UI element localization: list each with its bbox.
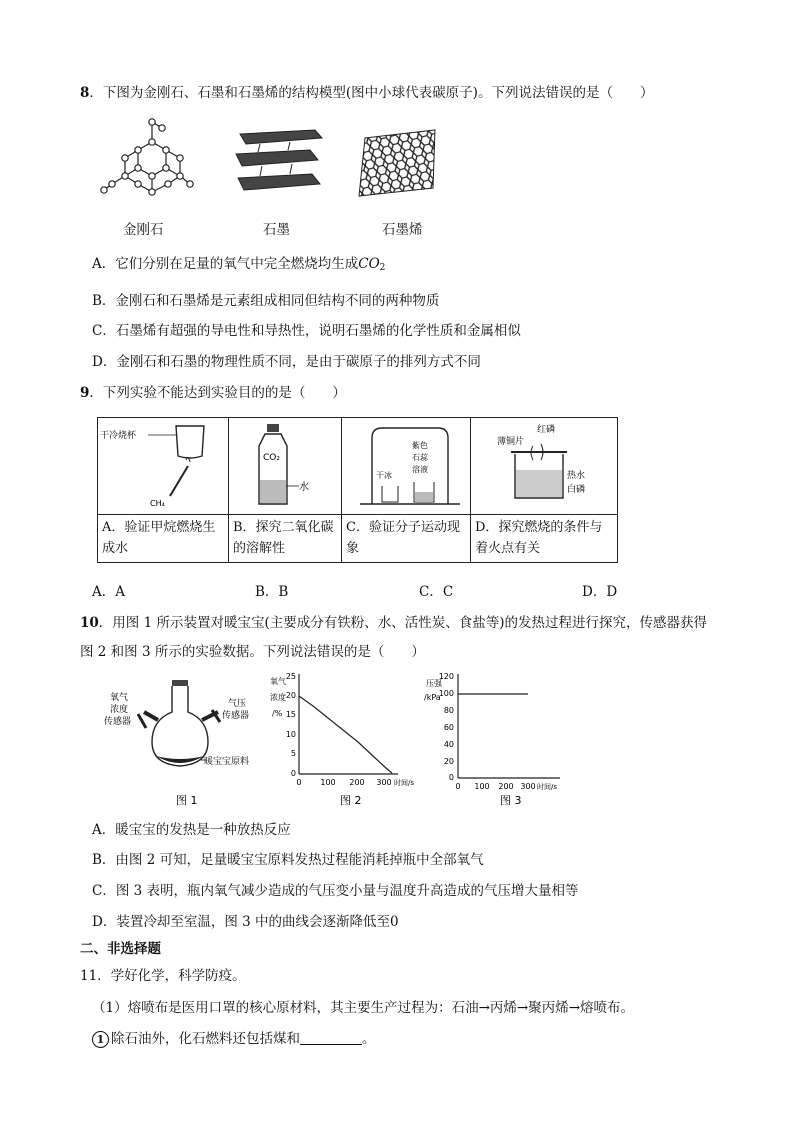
fig2-ytick: 25: [285, 672, 296, 681]
q9-b-label-water: 水: [299, 482, 309, 493]
fig2-xtick: 100: [320, 778, 336, 787]
fig2-ytick: 15: [285, 710, 296, 719]
q9-stem: 9．下列实验不能达到实验目的的是（ ）: [80, 385, 346, 401]
fig2-ytick: 20: [285, 691, 296, 700]
pressure-chart: [420, 672, 575, 812]
fig3-xtick: 0: [455, 782, 461, 791]
q9-cell-a-figure: [98, 418, 229, 515]
q8-option-a: [92, 255, 385, 277]
fig2-caption: 图 2: [340, 794, 362, 807]
graphene-structure-image: [355, 128, 440, 198]
q9-cell-c-text: C．验证分子运动现象: [346, 520, 460, 556]
q9-option-c: C．C: [419, 584, 454, 600]
q9-cell-b-text: B．探究二氧化碳的溶解性: [233, 520, 334, 556]
fig3-ytick: 100: [438, 689, 454, 698]
fig2-xtick: 200: [349, 778, 365, 787]
graphene-caption: 石墨烯: [382, 222, 423, 238]
q11-stem: 11．学好化学，科学防疫。: [80, 968, 246, 984]
q9-option-a: A．A: [92, 584, 125, 600]
q9-cell-d-text: D．探究燃烧的条件与着火点有关: [475, 520, 603, 556]
molecule-motion-figure: [342, 418, 470, 510]
q8-stem-text: ．下图为金刚石、石墨和石墨烯的结构模型(图中小球代表碳原子)。下列说法错误的是（ ）: [89, 85, 654, 101]
q9-cell-d: [471, 515, 618, 563]
fig3-xlabel: 时间/s: [537, 783, 558, 791]
q9-cell-c: [342, 515, 471, 563]
fig1-right-label-2: 传感器: [222, 711, 250, 721]
q9-cell-a: [98, 515, 229, 563]
fig1-left-label-3: 传感器: [104, 717, 132, 727]
fig1-left-label-1: 氧气: [110, 693, 129, 703]
q9-cell-c-figure: [342, 418, 471, 515]
fig1-left-label-2: 浓度: [110, 705, 129, 715]
q9-cell-a-text: A．验证甲烷燃烧生成水: [102, 520, 216, 556]
q9-d-label-red-p: 红磷: [537, 425, 556, 435]
graphite-structure-image: [230, 128, 325, 198]
q9-c-label-1: 紫色: [412, 441, 428, 450]
q9-c-label-3: 溶液: [412, 465, 428, 474]
q10-stem-line2: 图 2 和图 3 所示的实验数据。下列说法错误的是（ ）: [80, 644, 425, 660]
section-heading: 二、非选择题: [80, 941, 161, 957]
graphite-caption: 石墨: [263, 222, 290, 238]
co2-subscript: 2: [379, 263, 386, 273]
q8-option-c: C．石墨烯有超强的导电性和导热性，说明石墨烯的化学性质和金属相似: [92, 323, 521, 339]
diamond-caption: 金刚石: [123, 222, 164, 238]
q11-sub1-end: 。: [362, 1031, 376, 1047]
fig2-ytick: 10: [285, 730, 296, 739]
oxygen-curve: [299, 696, 392, 773]
q9-experiment-table: [97, 417, 618, 563]
fig2-ylabel-3: /%: [272, 709, 283, 718]
circled-number-1: 1: [92, 1031, 109, 1048]
q11-part1: （1）熔喷布是医用口罩的核心原材料，其主要生产过程为：石油→丙烯→聚丙烯→熔喷布。: [92, 1000, 635, 1016]
q9-d-label-copper: 薄铜片: [497, 437, 525, 447]
q8-option-b: B．金刚石和石墨烯是元素组成相同但结构不同的两种物质: [92, 293, 440, 309]
fig3-ytick: 60: [443, 723, 454, 732]
fig3-ytick: 20: [443, 757, 454, 766]
fig2-ytick: 5: [290, 749, 296, 758]
fig3-ylabel-1: 压强: [426, 679, 442, 688]
flask-apparatus-figure: [100, 672, 270, 812]
q9-option-b: B．B: [255, 584, 289, 600]
fig1-bottom-label: 暖宝宝原料: [204, 757, 250, 767]
fig1-right-label-1: 气压: [228, 699, 247, 709]
q9-cell-d-figure: [471, 418, 618, 515]
methane-combustion-figure: [98, 418, 228, 510]
fig3-ytick: 0: [448, 773, 454, 782]
answer-blank[interactable]: [300, 1031, 362, 1045]
q8-option-d: D．金刚石和石墨的物理性质不同，是由于碳原子的排列方式不同: [92, 354, 481, 370]
fig2-ylabel-1: 氧气: [270, 677, 286, 686]
q10-stem-line1: 10．用图 1 所示装置对暖宝宝(主要成分有铁粉、水、活性炭、食盐等)的发热过程进行探究，传感器获得: [80, 615, 708, 631]
q10-option-b: B．由图 2 可知，足量暖宝宝原料发热过程能消耗掉瓶中全部氧气: [92, 852, 484, 868]
combustion-condition-figure: [471, 418, 617, 510]
fig3-ytick: 80: [443, 706, 454, 715]
q9-cell-b: [229, 515, 342, 563]
q9-c-label-4: 干冰: [376, 471, 392, 480]
q8-stem: 8．下图为金刚石、石墨和石墨烯的结构模型(图中小球代表碳原子)。下列说法错误的是（ ）: [80, 85, 654, 101]
fig2-xtick: 300: [376, 778, 392, 787]
q10-stem-text1: ．用图 1 所示装置对暖宝宝(主要成分有铁粉、水、活性炭、食盐等)的发热过程进行探究，传感器获得: [98, 615, 708, 631]
q9-a-label-beaker: 干冷烧杯: [100, 431, 137, 441]
q9-a-label-ch4: CH₄: [150, 499, 165, 508]
fig2-xtick: 0: [296, 778, 302, 787]
q9-stem-text: ．下列实验不能达到实验目的的是（ ）: [89, 385, 346, 401]
fig3-xtick: 100: [474, 782, 490, 791]
co2-formula: CO: [358, 256, 380, 272]
q11-sub1: [92, 1030, 376, 1048]
fig2-ylabel-2: 浓度: [270, 693, 286, 702]
fig3-ylabel-2: /kPa: [424, 693, 441, 702]
fig2-ytick: 0: [290, 769, 296, 778]
q9-d-label-hot-water: 热水: [567, 471, 586, 481]
q8-option-a-text: A．它们分别在足量的氧气中完全燃烧均生成: [92, 256, 359, 272]
fig2-xlabel: 时间/s: [394, 779, 415, 787]
q9-option-d: D．D: [582, 584, 618, 600]
fig1-caption: 图 1: [176, 794, 198, 807]
fig3-xtick: 300: [520, 782, 536, 791]
q10-option-d: D．装置冷却至室温，图 3 中的曲线会逐渐降低至0: [92, 914, 399, 930]
q9-c-label-2: 石蕊: [412, 453, 428, 462]
q9-b-label-co2: CO₂: [263, 453, 280, 463]
q11-sub1-text: 除石油外，化石燃料还包括煤和: [111, 1031, 300, 1047]
q9-d-label-white-p: 白磷: [567, 485, 586, 495]
fig3-ytick: 120: [438, 672, 454, 681]
q10-option-a: A．暖宝宝的发热是一种放热反应: [92, 822, 291, 838]
co2-solubility-figure: [229, 418, 341, 510]
fig3-xtick: 200: [498, 782, 514, 791]
diamond-structure-image: [100, 110, 195, 205]
q9-cell-b-figure: [229, 418, 342, 515]
fig3-caption: 图 3: [500, 794, 522, 807]
oxygen-concentration-chart: [268, 672, 418, 812]
fig3-ytick: 40: [443, 740, 454, 749]
q10-option-c: C．图 3 表明，瓶内氧气减少造成的气压变小量与温度升高造成的气压增大量相等: [92, 883, 579, 899]
